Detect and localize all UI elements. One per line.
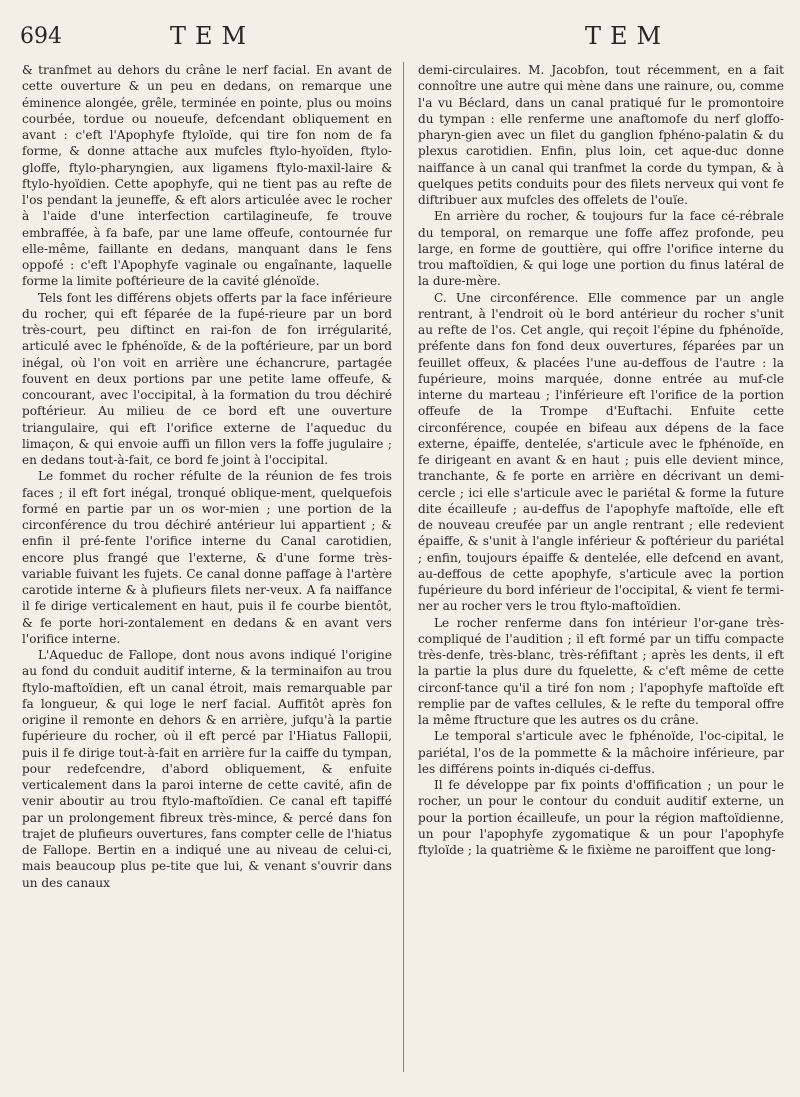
column-divider (403, 62, 404, 1072)
paragraph: Tels font les différens objets offerts par la face inférieure du rocher, qui eft féparée de la fupé-rieure par un bord très-court, peu diftinct en rai-fon de fon irrégularité, articulé avec le fphénoïde, & de la poftérieure, par un bord inégal, où l'on voit en arrière une échancrure, partagée fouvent en deux portions par une petite lame offeufe, & concourant, avec l'occipital, à la formation du trou déchiré poftérieur. Au milieu de ce bord eft une ouverture triangulaire, qui eft l'orifice externe de l'aqueduc du limaçon, & qui envoie auffi un fillon vers la foffe jugulaire ; en dedans tout-à-fait, ce bord fe joint à l'occipital. (22, 290, 392, 467)
paragraph: L'Aqueduc de Fallope, dont nous avons indiqué l'origine au fond du conduit auditif interne, & la terminaifon au trou ftylo-maftoïdien, eft un canal étroit, mais remarquable par fa longueur, & qui loge le nerf facial. Auffitôt après fon origine il remonte en dehors & en arrière, jufqu'à la partie fupérieure du rocher, où il eft percé par l'Hiatus Fallopii, puis il fe dirige tout-à-fait en arrière fur la caiffe du tympan, pour redefcendre, d'abord obliquement, & enfuite verticalement dans la paroi interne de cette cavité, afin de venir aboutir au trou ftylo-maftoïdien. Ce canal eft tapiffé par un prolongement fibreux très-mince, & percé dans fon trajet de plufieurs ouvertures, fans compter celle de l'hiatus de Fallope. Bertin en a indiqué une au niveau de celui-ci, mais beaucoup plus pe-tite que lui, & venant s'ouvrir dans un des canaux (22, 648, 392, 890)
running-head-left: TEM (170, 22, 256, 50)
paragraph: C. Une circonférence. Elle commence par un angle rentrant, à l'endroit où le bord antérieur du rocher s'unit au refte de l'os. Cet angle, qui reçoit l'épine du fphénoïde, préfente dans fon fond deux ouvertures, féparées par un feuillet offeux, & placées l'une au-deffous de l'autre : la fupérieure, moins marquée, donne entrée au muf-cle interne du marteau ; l'inférieure eft l'orifice de la portion offeufe de la Trompe d'Euftachi. Enfuite cette circonférence, coupée en bifeau aux dépens de la face externe, épaiffe, dentelée, s'articule avec le fphénoïde, en fe dirigeant en avant & en haut ; puis elle devient mince, tranchante, & fe porte en arrière en décrivant un demi-cercle ; ici elle s'articule avec le pariétal & forme la future dite écailleufe ; au-deffus de l'apophyfe maftoïde, elle eft de nouveau creufée par un angle rentrant ; elle redevient épaiffe, & s'unit à l'angle inférieur & poftérieur du pariétal ; enfin, toujours épaiffe & dentelée, elle defcend en avant, au-deffous de cette apophyfe, s'articule avec la portion fupérieure du bord inférieur de l'occipital, & vient fe termi-ner au rocher vers le trou ftylo-maftoïdien. (418, 290, 784, 614)
paragraph: demi-circulaires. M. Jacobfon, tout récemment, en a fait connoître une autre qui mène dans une rainure, ou, comme l'a vu Béclard, dans un canal pratiqué fur le promontoire du tympan : elle renferme une anaftomofe du nerf gloffo-pharyn-gien avec un filet du ganglion fphéno-palatin & du plexus carotidien. Enfin, plus loin, cet aque-duc donne naiffance à un canal qui tranfmet la corde du tympan, & à quelques petits conduits pour des filets nerveux qui vont fe diftribuer aux mufcles des offelets de l'ouïe. (418, 63, 784, 207)
paragraph: Le rocher renferme dans fon intérieur l'or-gane très-compliqué de l'audition ; il eft formé par un tiffu compacte très-denfe, très-blanc, très-réfiftant ; après les dents, il eft la partie la plus dure du fquelette, & c'eft même de cette circonf-tance qu'il a tiré fon nom ; l'apophyfe maftoïde eft remplie par de vaftes cellules, & le refte du temporal offre la même ftructure que les autres os du crâne. (418, 615, 784, 727)
running-header (20, 22, 780, 58)
left-column (22, 62, 392, 891)
running-head-right: TEM (585, 22, 671, 50)
paragraph: & tranfmet au dehors du crâne le nerf facial. En avant de cette ouverture & un peu en dedans, on remarque une éminence alongée, grêle, terminée en pointe, plus ou moins courbée, tordue ou noueufe, defcendant obliquement en avant : c'eft l'Apophyfe ftyloïde, qui tire fon nom de fa forme, & donne attache aux mufcles ftylo-hyoïden, ftylo-gloffe, ftylo-pharyngien, aux ligamens ftylo-maxil-laire & ftylo-hyoïdien. Cette apophyfe, qui ne tient pas au refte de l'os pendant la jeuneffe, & eft alors articulée avec le rocher à l'aide d'une interfection cartilagineufe, fe trouve embraffée, à fa bafe, par une lame offeufe, contournée fur elle-même, faillante en dedans, manquant dans le fens oppofé : c'eft l'Apophyfe vaginale ou engaînante, laquelle forme la limite poftérieure de la cavité glénoïde. (22, 63, 392, 289)
right-column (418, 62, 784, 858)
page-number: 694 (20, 24, 62, 49)
paragraph: En arrière du rocher, & toujours fur la face cé-rébrale du temporal, on remarque une foffe affez profonde, peu large, en forme de gouttière, qui offre l'orifice interne du trou maftoïdien, & qui loge une portion du finus latéral de la dure-mère. (418, 209, 784, 289)
paragraph: Il fe développe par fix points d'offification ; un pour le rocher, un pour le contour du conduit auditif externe, un pour la portion écailleufe, un pour la région maftoïdienne, un pour l'apophyfe zygomatique & un pour l'apophyfe ftyloïde ; la quatrième & le fixième ne paroiffent que long- (418, 778, 784, 857)
paragraph: Le temporal s'articule avec le fphénoïde, l'oc-cipital, le pariétal, l'os de la pommette & la mâchoire inférieure, par les différens points in-diqués ci-deffus. (418, 729, 784, 776)
paragraph: Le fommet du rocher réfulte de la réunion de fes trois faces ; il eft fort inégal, tronqué oblique-ment, quelquefois formé en partie par un os wor-mien ; une portion de la circonférence du trou déchiré antérieur lui appartient ; & enfin il pré-fente l'orifice interne du Canal carotidien, encore plus frangé que l'externe, & d'une forme très-variable fuivant les fujets. Ce canal donne paffage à l'artère carotide interne & à plufieurs filets ner-veux. A fa naiffance il fe dirige verticalement en haut, puis il fe courbe bientôt, & fe porte hori-zontalement en dedans & en avant vers l'orifice interne. (22, 469, 392, 646)
